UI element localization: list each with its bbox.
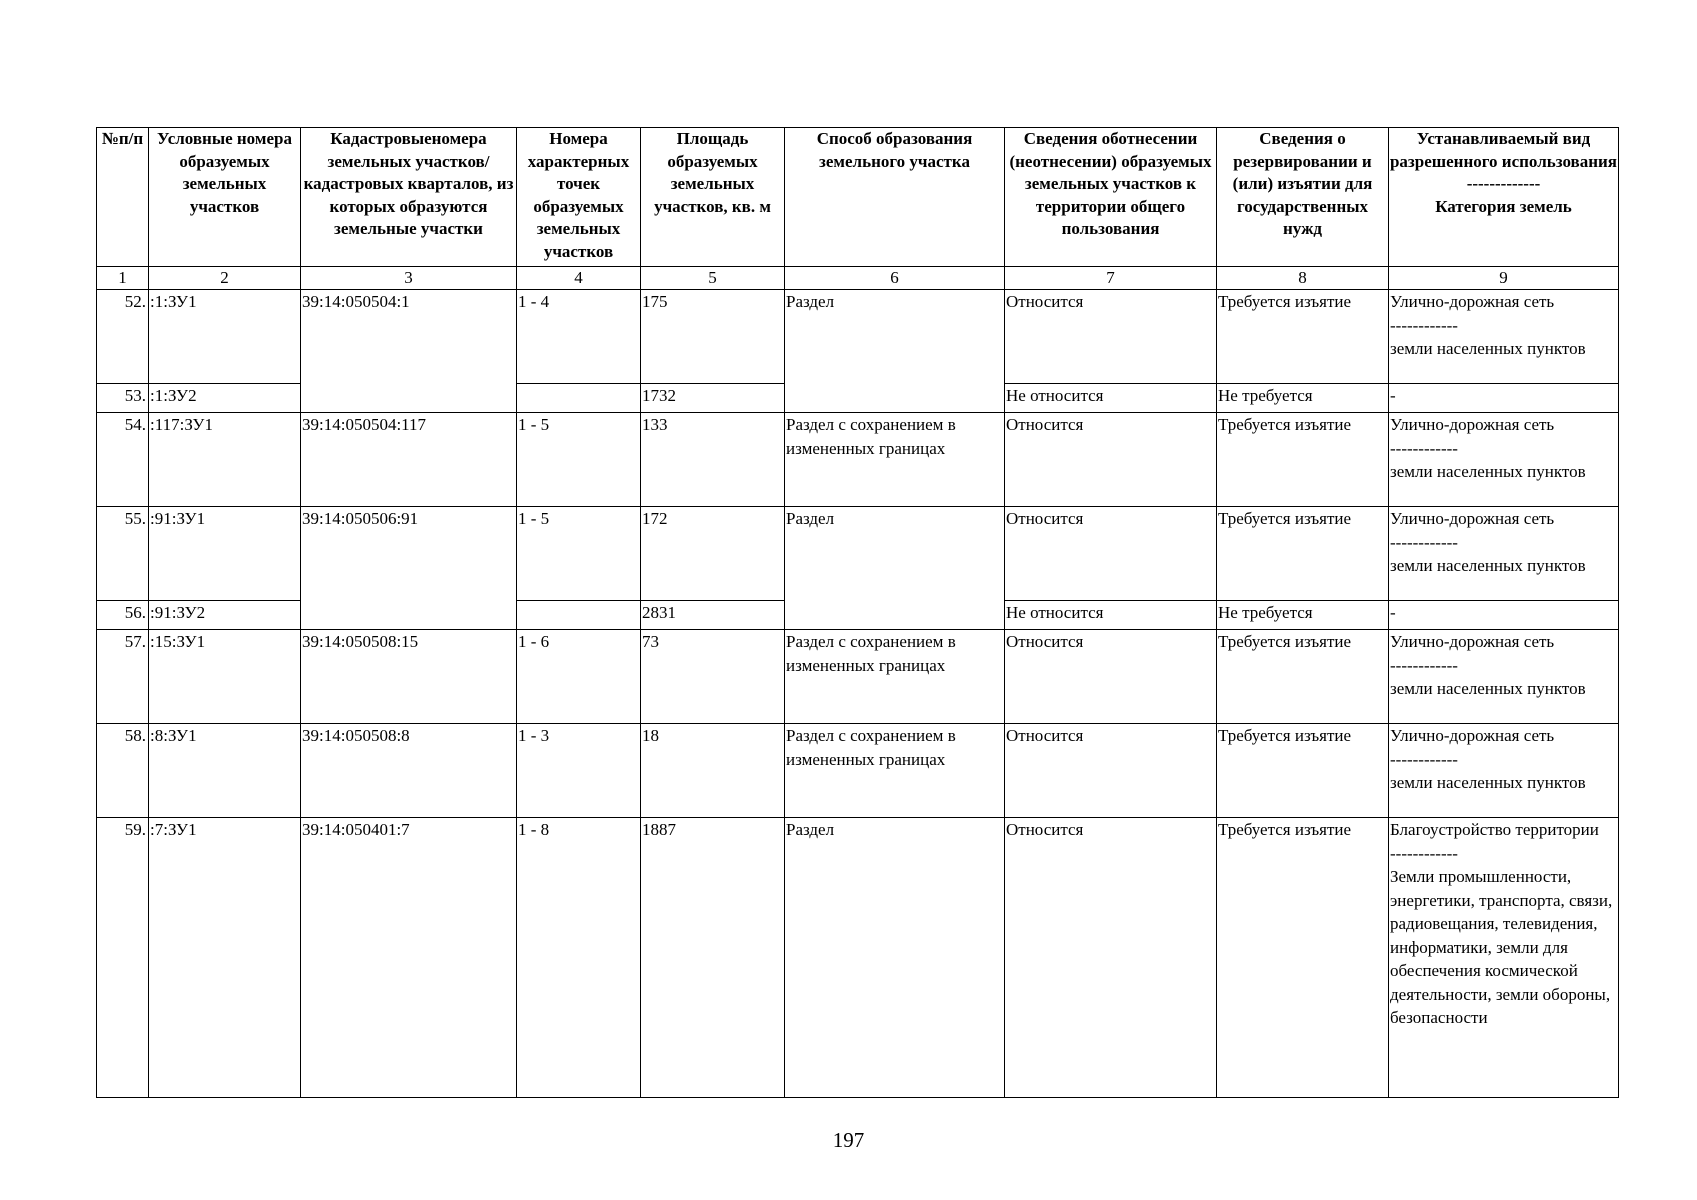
separator: ------------ (1390, 655, 1458, 675)
column-number: 7 (1005, 267, 1217, 290)
table-row (97, 413, 1619, 507)
area: 172 (641, 507, 785, 601)
formation-method-merged (785, 601, 1005, 630)
table-row (97, 818, 1619, 1098)
separator: ------------ (1390, 438, 1458, 458)
point-numbers: 1 - 6 (517, 630, 641, 724)
permitted-use-cell (1389, 724, 1619, 818)
formation-method: Раздел с сохранением в измененных границах (785, 630, 1005, 724)
reservation: Требуется изъятие (1217, 507, 1389, 601)
formation-method: Раздел (785, 290, 1005, 384)
land-category: земли населенных пунктов (1390, 556, 1586, 575)
cadastral-number: 39:14:050504:1 (301, 290, 517, 384)
common-use: Относится (1005, 724, 1217, 818)
common-use: Относится (1005, 507, 1217, 601)
common-use: Не относится (1005, 601, 1217, 630)
reservation: Не требуется (1217, 384, 1389, 413)
conditional-number: :117:ЗУ1 (149, 413, 301, 507)
land-category: Земли промышленности, энергетики, транспорта, связи, радиовещания, телевидения, информатики, земли для обеспечения космической деятельности, земли обороны, безопасности (1390, 867, 1613, 1027)
common-use: Относится (1005, 290, 1217, 384)
common-use: Не относится (1005, 384, 1217, 413)
cadastral-number: 39:14:050508:8 (301, 724, 517, 818)
separator: ------------ (1390, 315, 1458, 335)
area: 18 (641, 724, 785, 818)
permitted-use: Улично-дорожная сеть (1390, 632, 1555, 651)
conditional-number: :7:ЗУ1 (149, 818, 301, 1098)
formation-method: Раздел (785, 818, 1005, 1098)
formation-method: Раздел с сохранением в измененных границах (785, 724, 1005, 818)
column-number: 9 (1389, 267, 1619, 290)
table-row (97, 601, 1619, 630)
row-number: 52. (97, 290, 149, 384)
reservation: Требуется изъятие (1217, 413, 1389, 507)
point-numbers (517, 601, 641, 630)
land-category: земли населенных пунктов (1390, 462, 1586, 481)
formation-method-merged (785, 384, 1005, 413)
area: 1732 (641, 384, 785, 413)
common-use: Относится (1005, 413, 1217, 507)
table-row (97, 384, 1619, 413)
header-cell-point-numbers: Номера характерных точек образуемых земельных участков (517, 128, 641, 267)
column-number: 5 (641, 267, 785, 290)
cadastral-number: 39:14:050401:7 (301, 818, 517, 1098)
conditional-number: :8:ЗУ1 (149, 724, 301, 818)
area: 73 (641, 630, 785, 724)
permitted-use: Благоустройство территории (1390, 820, 1599, 839)
land-category: земли населенных пунктов (1390, 679, 1586, 698)
permitted-use: Улично-дорожная сеть (1390, 509, 1555, 528)
column-number-row (97, 267, 1619, 290)
conditional-number: :1:ЗУ1 (149, 290, 301, 384)
permitted-use-cell (1389, 290, 1619, 384)
reservation: Требуется изъятие (1217, 724, 1389, 818)
column-number: 4 (517, 267, 641, 290)
row-number: 53. (97, 384, 149, 413)
formation-method: Раздел (785, 507, 1005, 601)
area: 2831 (641, 601, 785, 630)
area: 133 (641, 413, 785, 507)
permitted-use-cell (1389, 507, 1619, 601)
area: 175 (641, 290, 785, 384)
cadastral-number: 39:14:050504:117 (301, 413, 517, 507)
permitted-use: Улично-дорожная сеть (1390, 726, 1555, 745)
row-number: 59. (97, 818, 149, 1098)
permitted-use-cell (1389, 413, 1619, 507)
permitted-use: - (1389, 384, 1619, 413)
point-numbers: 1 - 5 (517, 507, 641, 601)
area: 1887 (641, 818, 785, 1098)
header-permitted-use-label: Устанавливаемый вид разрешенного использования (1389, 129, 1618, 171)
separator: ------------ (1390, 749, 1458, 769)
separator: ------------ (1390, 843, 1458, 863)
page-number: 197 (832, 1128, 865, 1152)
row-number: 57. (97, 630, 149, 724)
header-cell-reservation: Сведения о резервировании и (или) изъятии для государственных нужд (1217, 128, 1389, 267)
table-row (97, 290, 1619, 384)
land-category: земли населенных пунктов (1390, 773, 1586, 792)
point-numbers: 1 - 8 (517, 818, 641, 1098)
row-number: 56. (97, 601, 149, 630)
table-row (97, 630, 1619, 724)
column-number: 6 (785, 267, 1005, 290)
header-cell-conditional-numbers: Условные номера образуемых земельных участков (149, 128, 301, 267)
point-numbers (517, 384, 641, 413)
conditional-number: :91:ЗУ2 (149, 601, 301, 630)
conditional-number: :1:ЗУ2 (149, 384, 301, 413)
header-cell-cadastral-numbers: Кадастровыеномера земельных участков/кадастровых кварталов, из которых образуются земельные участки (301, 128, 517, 267)
column-number: 1 (97, 267, 149, 290)
permitted-use: - (1389, 601, 1619, 630)
conditional-number: :91:ЗУ1 (149, 507, 301, 601)
header-row (97, 128, 1619, 267)
header-cell-permitted-use (1389, 128, 1619, 267)
formation-method: Раздел с сохранением в измененных границах (785, 413, 1005, 507)
table-row (97, 724, 1619, 818)
land-plots-table (96, 127, 1619, 1098)
common-use: Относится (1005, 818, 1217, 1098)
column-number: 2 (149, 267, 301, 290)
land-category: земли населенных пунктов (1390, 339, 1586, 358)
header-cell-number: №п/п (97, 128, 149, 267)
column-number: 3 (301, 267, 517, 290)
conditional-number: :15:ЗУ1 (149, 630, 301, 724)
permitted-use-cell (1389, 630, 1619, 724)
column-number: 8 (1217, 267, 1389, 290)
point-numbers: 1 - 3 (517, 724, 641, 818)
separator: ------------ (1390, 532, 1458, 552)
permitted-use-cell (1389, 818, 1619, 1098)
header-cell-formation-method: Способ образования земельного участка (785, 128, 1005, 267)
reservation: Требуется изъятие (1217, 290, 1389, 384)
cadastral-number-merged (301, 384, 517, 413)
row-number: 55. (97, 507, 149, 601)
header-separator: ------------- (1466, 174, 1541, 193)
header-cell-common-use: Сведения оботнесении (неотнесении) образуемых земельных участков к территории общего пользования (1005, 128, 1217, 267)
reservation: Требуется изъятие (1217, 818, 1389, 1098)
cadastral-number-merged (301, 601, 517, 630)
cadastral-number: 39:14:050506:91 (301, 507, 517, 601)
point-numbers: 1 - 5 (517, 413, 641, 507)
row-number: 58. (97, 724, 149, 818)
common-use: Относится (1005, 630, 1217, 724)
row-number: 54. (97, 413, 149, 507)
permitted-use: Улично-дорожная сеть (1390, 292, 1555, 311)
reservation: Требуется изъятие (1217, 630, 1389, 724)
permitted-use: Улично-дорожная сеть (1390, 415, 1555, 434)
cadastral-number: 39:14:050508:15 (301, 630, 517, 724)
header-land-category-label: Категория земель (1435, 196, 1572, 216)
reservation: Не требуется (1217, 601, 1389, 630)
header-cell-area: Площадь образуемых земельных участков, кв. м (641, 128, 785, 267)
table-row (97, 507, 1619, 601)
point-numbers: 1 - 4 (517, 290, 641, 384)
